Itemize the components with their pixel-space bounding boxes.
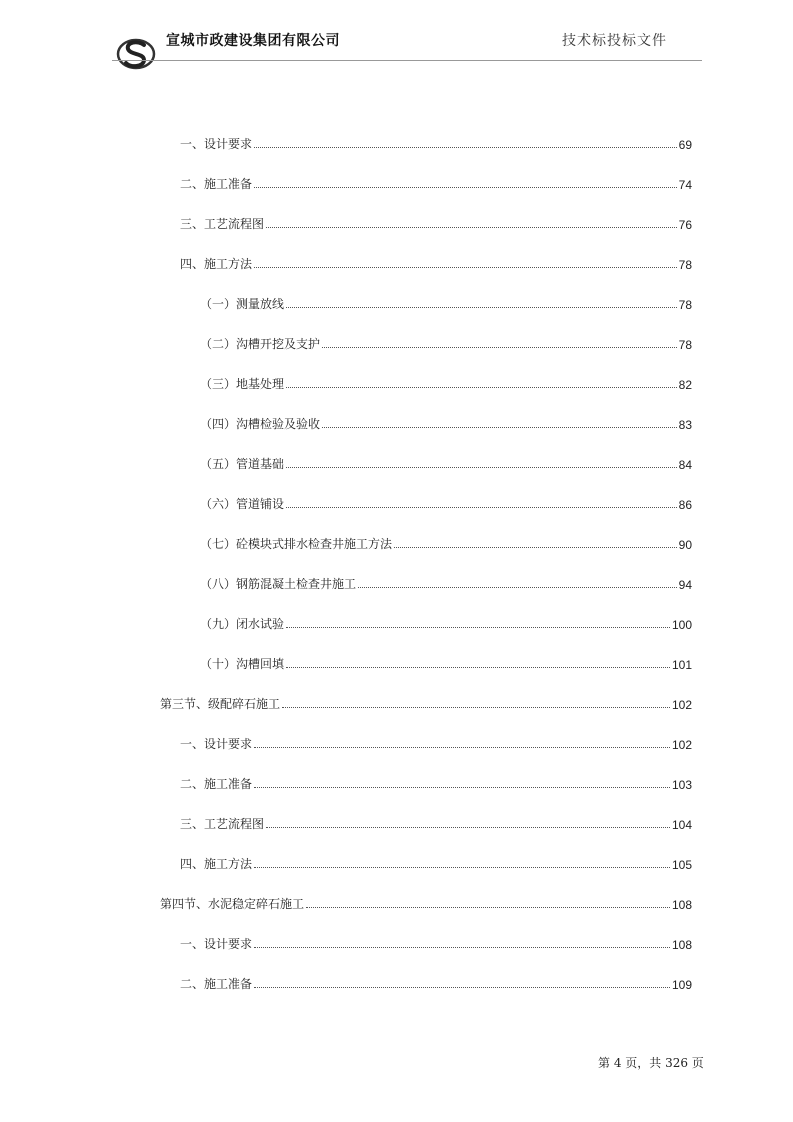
toc-leader-dots [266,827,670,828]
toc-leader-dots [322,427,677,428]
toc-leader-dots [254,987,670,988]
toc-leader-dots [322,347,677,348]
toc-entry[interactable] [200,534,692,552]
toc-entry-title: 一、设计要求 [180,737,253,751]
toc-entry-page: 83 [678,418,692,432]
toc-entry-title: （七）砼模块式排水检查井施工方法 [200,537,393,551]
toc-section-entry[interactable] [160,694,692,712]
toc-entry-title: （十）沟槽回填 [200,657,285,671]
toc-entry-title: （四）沟槽检验及验收 [200,417,321,431]
page-footer-number: 第 4 页，共 326 页 [598,1056,704,1070]
toc-leader-dots [394,547,677,548]
toc-leader-dots [286,387,677,388]
toc-entry-page: 103 [671,778,692,792]
toc-leader-dots [286,667,670,668]
toc-entry[interactable] [200,414,692,432]
toc-entry-page: 69 [678,138,692,152]
toc-entry-page: 82 [678,378,692,392]
toc-entry-title: 二、施工准备 [180,777,253,791]
toc-leader-dots [254,947,670,948]
toc-entry[interactable] [200,614,692,632]
toc-entry-title: （八）钢筋混凝土检查井施工 [200,577,357,591]
toc-entry[interactable] [180,134,692,152]
toc-entry-title: （一）测量放线 [200,297,285,311]
toc-leader-dots [254,747,670,748]
toc-entry-page: 78 [678,338,692,352]
toc-entry-title: （九）闭水试验 [200,617,285,631]
toc-entry[interactable] [180,734,692,752]
toc-entry[interactable] [200,654,692,672]
toc-entry[interactable] [180,934,692,952]
toc-entry-page: 109 [671,978,692,992]
toc-entry-title: 四、施工方法 [180,857,253,871]
toc-entry[interactable] [180,174,692,192]
toc-entry-page: 105 [671,858,692,872]
toc-entry[interactable] [180,214,692,232]
toc-leader-dots [282,707,670,708]
toc-entry[interactable] [200,374,692,392]
toc-entry-page: 101 [671,658,692,672]
company-name: 宣城市政建设集团有限公司 [166,33,340,49]
toc-leader-dots [286,627,670,628]
toc-entry[interactable] [200,454,692,472]
toc-entry-page: 86 [678,498,692,512]
toc-entry[interactable] [180,774,692,792]
toc-entry-title: （六）管道铺设 [200,497,285,511]
toc-entry-page: 104 [671,818,692,832]
toc-entry-page: 108 [671,938,692,952]
toc-entry-title: 一、设计要求 [180,137,253,151]
document-type: 技术标投标文件 [562,33,667,49]
toc-leader-dots [306,907,670,908]
toc-entry-page: 78 [678,258,692,272]
toc-entry-page: 100 [671,618,692,632]
toc-leader-dots [286,507,677,508]
toc-entry-title: 三、工艺流程图 [180,217,265,231]
toc-entry-title: 一、设计要求 [180,937,253,951]
toc-entry-title: （三）地基处理 [200,377,285,391]
toc-leader-dots [254,787,670,788]
toc-entry-page: 78 [678,298,692,312]
toc-entry-page: 102 [671,698,692,712]
toc-entry[interactable] [180,974,692,992]
toc-entry-title: （五）管道基础 [200,457,285,471]
toc-entry[interactable] [180,854,692,872]
toc-entry[interactable] [180,254,692,272]
toc-entry[interactable] [200,574,692,592]
toc-leader-dots [286,467,677,468]
toc-entry-title: 二、施工准备 [180,177,253,191]
toc-entry[interactable] [200,494,692,512]
toc-entry-title: 第三节、级配碎石施工 [160,697,281,711]
toc-leader-dots [266,227,677,228]
toc-leader-dots [254,267,677,268]
toc-entry-page: 74 [678,178,692,192]
toc-entry-page: 84 [678,458,692,472]
toc-leader-dots [254,147,677,148]
toc-entry-page: 94 [678,578,692,592]
toc-leader-dots [254,187,677,188]
toc-entry-title: 第四节、水泥稳定碎石施工 [160,897,305,911]
toc-leader-dots [254,867,670,868]
toc-entry-page: 108 [671,898,692,912]
toc-entry-page: 76 [678,218,692,232]
toc-entry[interactable] [200,334,692,352]
toc-entry-title: 四、施工方法 [180,257,253,271]
toc-entry-title: 三、工艺流程图 [180,817,265,831]
toc-section-entry[interactable] [160,894,692,912]
toc-entry-title: （二）沟槽开挖及支护 [200,337,321,351]
toc-entry[interactable] [200,294,692,312]
toc-entry-page: 102 [671,738,692,752]
toc-entry-page: 90 [678,538,692,552]
toc-entry[interactable] [180,814,692,832]
toc-leader-dots [358,587,677,588]
toc-entry-title: 二、施工准备 [180,977,253,991]
toc-leader-dots [286,307,677,308]
